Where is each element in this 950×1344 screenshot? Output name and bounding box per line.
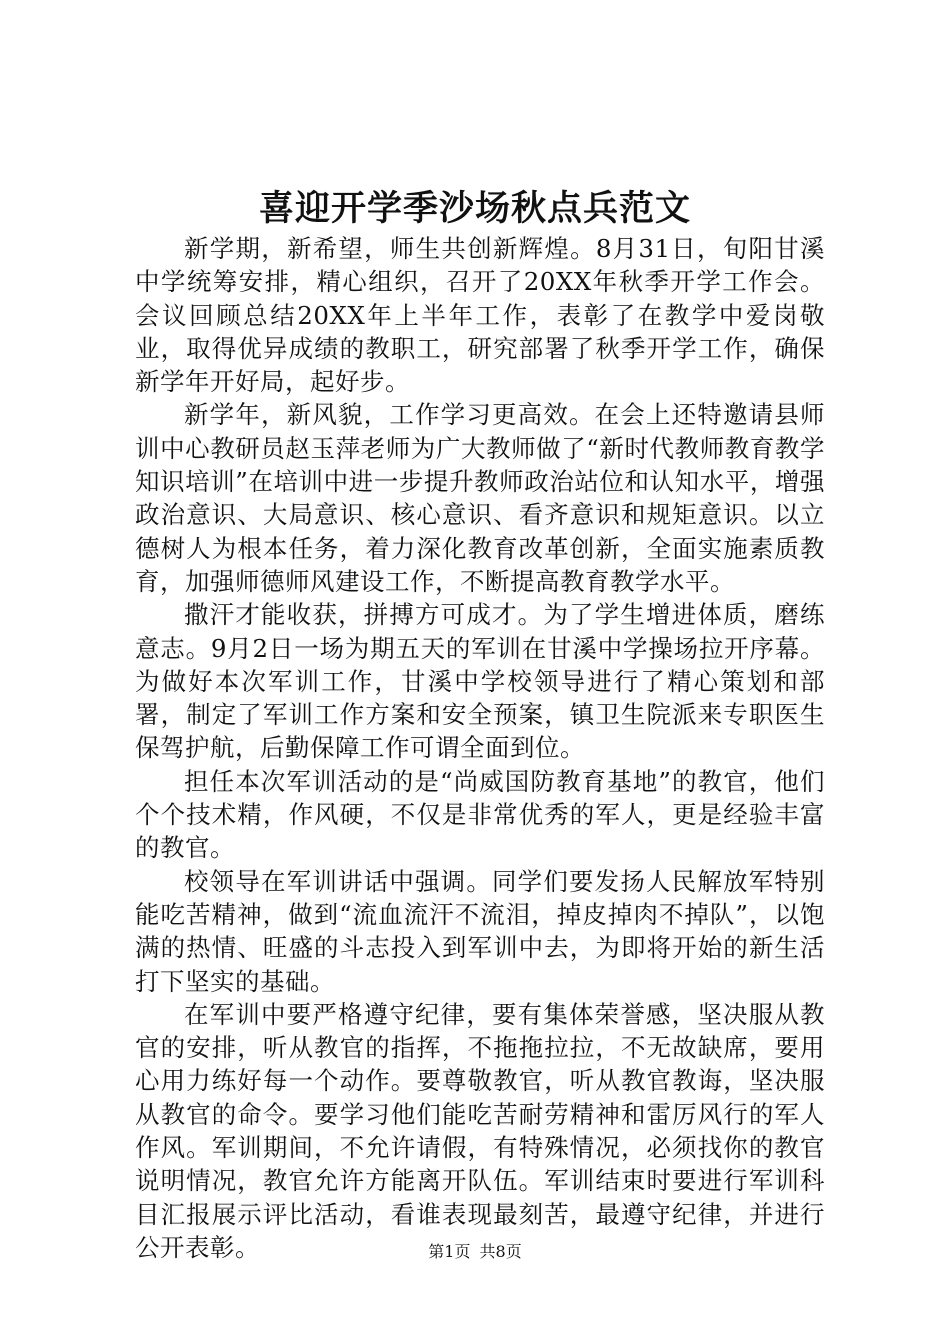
paragraph-1: 新学期，新希望，师生共创新辉煌。8月31日，旬阳甘溪中学统筹安排，精心组织，召开了20XX年秋季开学工作会。会议回顾总结20XX年上半年工作，表彰了在教学中爱岗敬业，取得优异成绩的教职工，研究部署了秋季开学工作，确保新学年开好局，起好步。 [135, 234, 825, 397]
page-footer [0, 1240, 950, 1264]
paragraph-5: 校领导在军训讲话中强调。同学们要发扬人民解放军特别能吃苦精神，做到“流血流汗不流泪，掉皮掉肉不掉队”，以饱满的热情、旺盛的斗志投入到军训中去，为即将开始的新生活打下坚实的基础。 [135, 866, 825, 996]
paragraph-2: 新学年，新风貌，工作学习更高效。在会上还特邀请县师训中心教研员赵玉萍老师为广大教师做了“新时代教师教育教学知识培训”在培训中进一步提升教师政治站位和认知水平，增强政治意识、大局意识、核心意识、看齐意识和规矩意识。以立德树人为根本任务，着力深化教育改革创新，全面实施素质教育，加强师德师风建设工作，不断提高教育教学水平。 [135, 400, 825, 596]
current-page-label: 第1页 [428, 1242, 471, 1261]
paragraph-3: 撒汗才能收获，拼搏方可成才。为了学生增进体质，磨练意志。9月2日一场为期五天的军训在甘溪中学操场拉开序幕。为做好本次军训工作，甘溪中学校领导进行了精心策划和部署，制定了军训工作方案和安全预案，镇卫生院派来专职医生保驾护航，后勤保障工作可谓全面到位。 [135, 600, 825, 763]
paragraph-6: 在军训中要严格遵守纪律，要有集体荣誉感，坚决服从教官的安排，听从教官的指挥，不拖拖拉拉，不无故缺席，要用心用力练好每一个动作。要尊敬教官，听从教官教诲，坚决服从教官的命令。要学习他们能吃苦耐劳精神和雷厉风行的军人作风。军训期间，不允许请假，有特殊情况，必须找你的教官说明情况，教官允许方能离开队伍。军训结束时要进行军训科目汇报展示评比活动，看谁表现最刻苦，最遵守纪律，并进行公开表彰。 [135, 999, 825, 1262]
page-title: 喜迎开学季沙场秋点兵范文 [258, 188, 691, 229]
total-pages-label: 共8页 [479, 1242, 522, 1261]
document-body [135, 232, 825, 1264]
paragraph-4: 担任本次军训活动的是“尚威国防教育基地”的教官，他们个个技术精，作风硬，不仅是非常优秀的军人，更是经验丰富的教官。 [135, 766, 825, 863]
